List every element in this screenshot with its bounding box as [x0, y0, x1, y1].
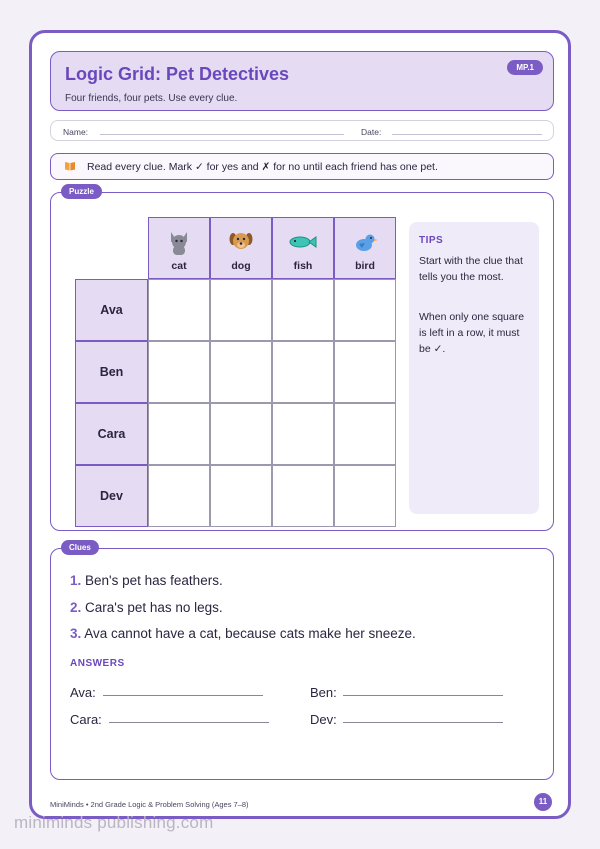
clue-item [70, 600, 223, 615]
tips-heading: TIPS [419, 235, 444, 246]
bird-icon [352, 228, 380, 256]
page-subtitle: Four friends, four pets. Use every clue. [65, 93, 238, 104]
grid-cell-dev-fish[interactable] [272, 465, 334, 527]
grid-cell-cara-dog[interactable] [210, 403, 272, 465]
date-field[interactable] [392, 134, 542, 135]
instruction-box [50, 153, 554, 180]
answer-field-ava[interactable] [103, 695, 263, 696]
grid-cell-ava-dog[interactable] [210, 279, 272, 341]
puzzle-section [50, 187, 554, 531]
answer-label-dev: Dev: [310, 712, 337, 727]
answers-heading: ANSWERS [70, 658, 125, 669]
clues-section [50, 543, 554, 780]
grid-cell-cara-cat[interactable] [148, 403, 210, 465]
tip-text: Start with the clue that tells you the most. [419, 255, 523, 283]
cat-icon [166, 228, 192, 256]
name-field[interactable] [100, 134, 344, 135]
date-label: Date: [361, 127, 382, 137]
row-label: Cara [97, 427, 126, 441]
page-title: Logic Grid: Pet Detectives [65, 64, 290, 84]
column-label: dog [231, 260, 251, 272]
column-header-bird [334, 217, 396, 279]
worksheet-page [29, 30, 571, 819]
grid-cell-ben-dog[interactable] [210, 341, 272, 403]
footer-text: MiniMinds • 2nd Grade Logic & Problem Solving (Ages 7–8) [50, 800, 249, 809]
clue-text: Ava cannot have a cat, because cats make her sneeze. [84, 626, 416, 641]
name-date-bar [50, 120, 554, 141]
tips-box [409, 222, 539, 514]
grid-cell-cara-bird[interactable] [334, 403, 396, 465]
column-label: bird [355, 260, 375, 272]
puzzle-tag: Puzzle [61, 184, 102, 199]
row-header-ava [75, 279, 148, 341]
clue-item [70, 626, 416, 641]
answer-label-ava: Ava: [70, 685, 96, 700]
answer-field-cara[interactable] [109, 722, 269, 723]
answer-field-ben[interactable] [343, 695, 503, 696]
grid-cell-ava-fish[interactable] [272, 279, 334, 341]
grid-cell-ben-fish[interactable] [272, 341, 334, 403]
fish-icon [288, 228, 318, 256]
tip-text: When only one square is left in a row, it must be ✓. [419, 311, 525, 355]
column-label: fish [293, 260, 313, 272]
clues-tag: Clues [61, 540, 99, 555]
column-label: cat [171, 260, 187, 272]
column-header-fish [272, 217, 334, 279]
clue-number: 2. [70, 600, 82, 615]
row-header-cara [75, 403, 148, 465]
grid-cell-dev-dog[interactable] [210, 465, 272, 527]
grid-cell-ben-cat[interactable] [148, 341, 210, 403]
clue-number: 1. [70, 573, 82, 588]
grid-cell-ava-cat[interactable] [148, 279, 210, 341]
watermark: miniminds publishing.com [14, 813, 214, 832]
clue-number: 3. [70, 626, 82, 641]
clue-text: Ben's pet has feathers. [85, 573, 223, 588]
grid-cell-cara-fish[interactable] [272, 403, 334, 465]
answer-field-dev[interactable] [343, 722, 503, 723]
row-header-dev [75, 465, 148, 527]
answer-label-cara: Cara: [70, 712, 102, 727]
standard-badge: MP.1 [507, 60, 543, 75]
clue-item [70, 573, 223, 588]
clue-text: Cara's pet has no legs. [85, 600, 223, 615]
page-number: 11 [534, 793, 552, 811]
column-header-cat [148, 217, 210, 279]
name-label: Name: [63, 127, 89, 137]
book-icon [64, 161, 76, 171]
grid-cell-ben-bird[interactable] [334, 341, 396, 403]
instruction-text: Read every clue. Mark ✓ for yes and ✗ for no until each friend has one pet. [87, 161, 438, 173]
column-header-dog [210, 217, 272, 279]
grid-cell-ava-bird[interactable] [334, 279, 396, 341]
answer-label-ben: Ben: [310, 685, 337, 700]
row-label: Ava [100, 303, 123, 317]
grid-cell-dev-bird[interactable] [334, 465, 396, 527]
row-label: Ben [99, 365, 124, 379]
row-label: Dev [100, 489, 123, 503]
row-header-ben [75, 341, 148, 403]
grid-cell-dev-cat[interactable] [148, 465, 210, 527]
dog-icon [228, 228, 254, 256]
worksheet-header [50, 51, 554, 111]
